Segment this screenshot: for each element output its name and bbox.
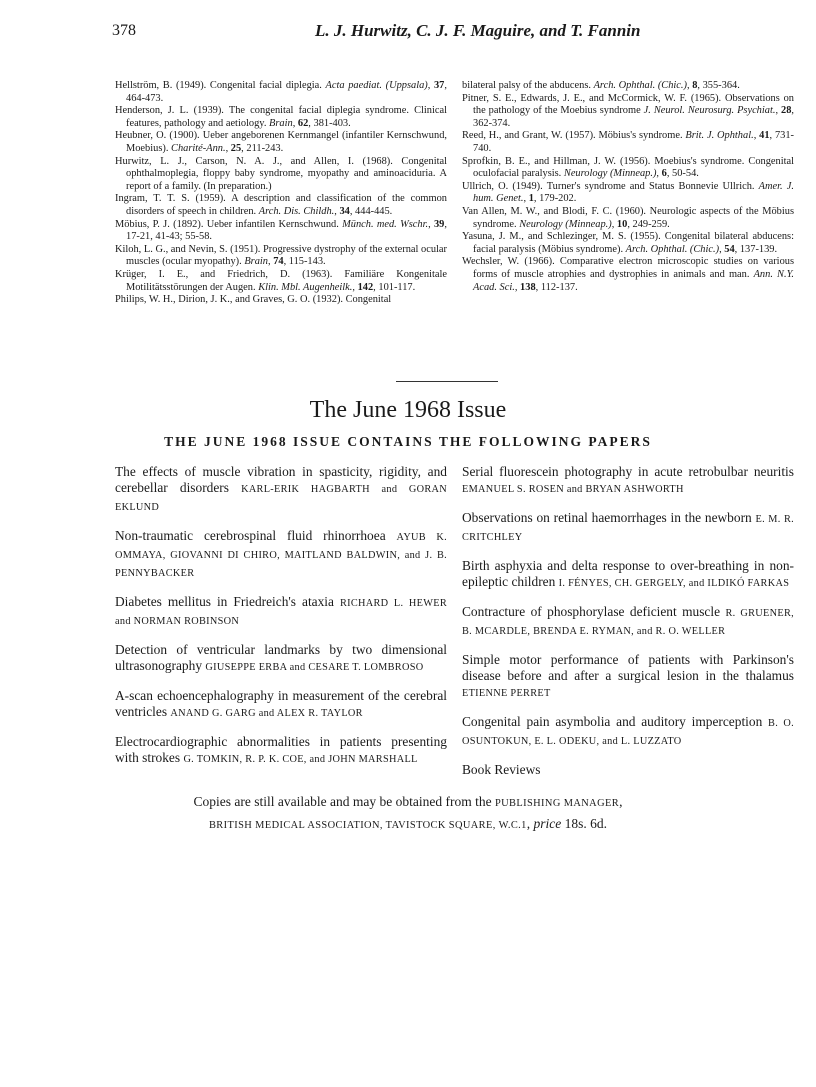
reference-pages: , 137-139. [734, 243, 778, 255]
reference-text: Hurwitz, L. J., Carson, N. A. J., and Allen, I. (1968). Congenital ophthalmoplegia, floppy baby syndrome, myopathy and aminoaciduria. A report of a family. (In preparation.) [115, 155, 447, 192]
reference-text: Krüger, I. E., and Friedrich, D. (1963). Familiäre Kongenitale Motilitätsstörungen der Augen. [115, 268, 447, 293]
reference-volume: 39 [433, 218, 445, 230]
reference-journal: Brain [269, 117, 293, 129]
reference-text: Möbius, P. J. (1892). Ueber infantilen Kernschwund. [115, 218, 343, 230]
reference-list-right [462, 80, 794, 294]
reference-pages: , 464-473. [126, 80, 447, 104]
issue-title: The June 1968 Issue [309, 397, 507, 423]
paper-entry [115, 464, 447, 516]
publishing-manager: PUBLISHING MANAGER [494, 798, 620, 809]
reference-entry [115, 294, 447, 307]
paper-title: Birth asphyxia and delta response to over-breathing in non-epileptic children [462, 558, 794, 589]
reference-pages: , 112-137. [535, 281, 578, 293]
reference-volume: 8 [692, 80, 698, 91]
reference-text: Van Allen, M. W., and Blodi, F. C. (1960). Neurologic aspects of the Möbius syndrome. [462, 205, 794, 230]
reference-entry: Pitner, S. E., Edwards, J. E., and McCormick, W. F. (1965). Observations on the pathology of the Moebius syndrome J. Neurol. Neurosurg. Psychiat., 28, 362-374. [462, 92, 794, 129]
reference-volume: 74 [273, 256, 284, 268]
reference-pages: , 50-54. [666, 168, 699, 180]
paper-title: A-scan echoencephalography in measurement of the cerebral ventricles [115, 688, 447, 719]
reference-entry: Krüger, I. E., and Friedrich, D. (1963). Familiäre Kongenitale Motilitätsstörungen der Augen. Klin. Mbl. Augenheilk., 142, 101-117. [115, 268, 447, 293]
reference-entry: Ullrich, O. (1949). Turner's syndrome and Status Bonnevie Ullrich. Amer. J. hum. Genet., 1, 179-202. [462, 180, 794, 205]
paper-authors: KARL-ERIK HAGBARTH and GORAN EKLUND [115, 484, 448, 513]
reference-volume: 142 [357, 281, 374, 293]
reference-journal: Ann. N.Y. Acad. Sci. [473, 268, 794, 293]
paper-entry [462, 714, 794, 750]
paper-title: Electrocardiographic abnormalities in patients presenting with strokes [115, 734, 447, 765]
paper-entry [462, 652, 794, 702]
paper-title: Observations on retinal haemorrhages in the newborn [462, 510, 756, 525]
paper-title: Congenital pain asymbolia and auditory imperception [462, 714, 769, 729]
paper-authors: EMANUEL S. ROSEN and BRYAN ASHWORTH [462, 484, 684, 495]
paper-title: Serial fluorescein photography in acute retrobulbar neuritis [462, 464, 794, 479]
issue-subtitle: THE JUNE 1968 ISSUE CONTAINS THE FOLLOWING PAPERS [164, 434, 652, 449]
reference-pages: , 355-364. [697, 80, 740, 91]
reference-volume: 34 [339, 205, 350, 217]
reference-text: bilateral palsy of the abducens. [462, 80, 594, 91]
paper-title: Simple motor performance of patients with Parkinson's disease before and after a surgical lesion in the thalamus [462, 652, 794, 683]
reference-text: Henderson, J. L. (1939). The congenital facial diplegia syndrome. Clinical features, pathology and aetiology. [115, 105, 447, 129]
reference-pages: , 731-740. [473, 130, 794, 154]
reference-journal: Klin. Mbl. Augenheilk. [258, 281, 353, 293]
reference-text: Ingram, T. T. S. (1959). A description and classification of the common disorders of speech in children. [115, 193, 447, 217]
paper-entry [462, 604, 794, 640]
running-header-authors: L. J. Hurwitz, C. J. F. Maguire, and T. Fannin [315, 21, 641, 40]
reference-entry: Van Allen, M. W., and Blodi, F. C. (1960). Neurologic aspects of the Möbius syndrome. Neurology (Minneap.), 10, 249-259. [462, 205, 794, 230]
paper-authors: ETIENNE PERRET [462, 688, 551, 699]
availability-notice [0, 792, 816, 836]
reference-entry: bilateral palsy of the abducens. Arch. Ophthal. (Chic.), 8, 355-364. [462, 80, 740, 91]
reference-text: Wechsler, W. (1966). Comparative electron microscopic studies on various forms of muscle atrophies and dystrophies in animals and man. [462, 256, 794, 280]
paper-authors: ANAND G. GARG and ALEX R. TAYLOR [170, 708, 363, 719]
notice-punct: , [526, 816, 534, 831]
paper-authors: E. M. R. CRITCHLEY [462, 514, 794, 543]
paper-authors: RICHARD L. HEWER and NORMAN ROBINSON [115, 598, 448, 627]
reference-pages: , 381-403. [308, 117, 351, 129]
paper-entry [462, 558, 794, 592]
reference-text: Pitner, S. E., Edwards, J. E., and McCormick, W. F. (1965). Observations on the pathology of the Moebius syndrome [462, 92, 794, 117]
reference-text: Sprofkin, B. E., and Hillman, J. W. (1956). Moebius's syndrome. Congenital oculofacial paralysis. [462, 155, 794, 180]
reference-volume: 138 [520, 281, 536, 293]
paper-list-right [462, 464, 794, 790]
reference-journal: Arch. Dis. Childh. [258, 205, 335, 217]
reference-entry: Yasuna, J. M., and Schlezinger, M. S. (1955). Congenital bilateral abducens: facial paralysis (Möbius syndrome). Arch. Ophthal. (Chic.), 54, 137-139. [462, 231, 794, 255]
reference-journal: Münch. med. Wschr. [342, 218, 429, 230]
paper-authors: AYUB K. OMMAYA, GIOVANNI DI CHIRO, MAITLAND BALDWIN, and J. B. PENNYBACKER [115, 532, 447, 579]
reference-volume: 1 [528, 193, 534, 205]
reference-entry: Kiloh, L. G., and Nevin, S. (1951). Progressive dystrophy of the external ocular muscles (ocular myopathy). Brain, 74, 115-143. [115, 243, 447, 268]
reference-pages: , 179-202. [533, 193, 577, 205]
reference-journal: Acta paediat. (Uppsala) [325, 80, 428, 91]
paper-entry [115, 528, 447, 582]
paper-authors: R. GRUENER, B. MCARDLE, BRENDA E. RYMAN, and R. O. WELLER [462, 608, 794, 637]
paper-list-left [115, 464, 447, 780]
reference-journal: Charité-Ann. [171, 142, 226, 154]
reference-volume: 28 [781, 105, 792, 117]
paper-entry [462, 510, 794, 546]
price-value: 18s. 6d. [561, 816, 608, 831]
reference-pages: , 249-259. [627, 218, 670, 230]
reference-entry: Henderson, J. L. (1939). The congenital facial diplegia syndrome. Clinical features, pathology and aetiology. Brain, 62, 381-403. [115, 105, 447, 129]
paper-entry [462, 762, 794, 778]
paper-title: Detection of ventricular landmarks by two dimensional ultrasonography [115, 642, 447, 673]
paper-authors: I. FÉNYES, CH. GERGELY, and ILDIKÓ FARKAS [558, 578, 790, 589]
reference-entry: Möbius, P. J. (1892). Ueber infantilen Kernschwund. Münch. med. Wschr., 39, 17-21, 41-43; 55-58. [115, 218, 447, 243]
paper-entry [115, 642, 447, 676]
paper-title: Diabetes mellitus in Friedreich's ataxia [115, 594, 340, 609]
reference-entry: Reed, H., and Grant, W. (1957). Möbius's syndrome. Brit. J. Ophthal., 41, 731-740. [462, 130, 794, 154]
paper-entry [115, 594, 447, 630]
bma-address: BRITISH MEDICAL ASSOCIATION, TAVISTOCK SQUARE, W.C.1 [208, 820, 527, 831]
reference-journal: Brit. J. Ophthal. [685, 130, 754, 142]
paper-title: Contracture of phosphorylase deficient muscle [462, 604, 726, 619]
reference-journal: Arch. Ophthal. (Chic.) [593, 80, 687, 91]
reference-entry: Wechsler, W. (1966). Comparative electron microscopic studies on various forms of muscle atrophies and dystrophies in animals and man. Ann. N.Y. Acad. Sci., 138, 112-137. [462, 256, 794, 293]
notice-line-2 [0, 814, 816, 836]
reference-pages: , 101-117. [373, 281, 416, 293]
reference-volume: 6 [661, 168, 667, 180]
reference-volume: 41 [759, 130, 770, 142]
reference-entry: Sprofkin, B. E., and Hillman, J. W. (1956). Moebius's syndrome. Congenital oculofacial paralysis. Neurology (Minneap.), 6, 50-54. [462, 155, 794, 180]
reference-journal: Neurology (Minneap.) [519, 218, 612, 230]
reference-entry: Ingram, T. T. S. (1959). A description and classification of the common disorders of speech in children. Arch. Dis. Childh., 34, 444-445. [115, 193, 447, 217]
reference-pages: , 211-243. [241, 142, 284, 154]
reference-text: Heubner, O. (1900). Ueber angeborenen Kernmangel (infantiler Kernschwund, Moebius). [115, 130, 447, 154]
reference-pages: , 17-21, 41-43; 55-58. [126, 218, 447, 243]
notice-punct: , [619, 794, 623, 809]
section-divider [396, 381, 498, 382]
price-label: price [533, 816, 562, 831]
notice-text: Copies are still available and may be obtained from the [193, 794, 495, 809]
reference-entry: Heubner, O. (1900). Ueber angeborenen Kernmangel (infantiler Kernschwund, Moebius). Charité-Ann., 25, 211-243. [115, 130, 447, 154]
paper-entry [115, 688, 447, 722]
reference-text: Reed, H., and Grant, W. (1957). Möbius's syndrome. [462, 130, 686, 142]
paper-entry [115, 734, 447, 768]
reference-text: Hellström, B. (1949). Congenital facial diplegia. [115, 80, 326, 91]
paper-authors: G. TOMKIN, R. P. K. COE, and JOHN MARSHALL [183, 754, 418, 765]
notice-line-1 [0, 792, 816, 814]
paper-title: Non-traumatic cerebrospinal fluid rhinorrhoea [115, 528, 397, 543]
reference-pages: , 362-374. [473, 105, 794, 129]
reference-text: Kiloh, L. G., and Nevin, S. (1951). Progressive dystrophy of the external ocular muscles (ocular myopathy). [115, 243, 447, 268]
reference-volume: 10 [616, 218, 628, 230]
reference-entry [115, 156, 447, 194]
reference-volume: 62 [297, 117, 309, 129]
reference-journal: Neurology (Minneap.) [563, 168, 657, 180]
page-number: 378 [112, 22, 136, 39]
paper-title: Book Reviews [462, 762, 541, 777]
reference-volume: 54 [724, 243, 735, 255]
paper-authors: GIUSEPPE ERBA and CESARE T. LOMBROSO [205, 662, 424, 673]
reference-journal: Brain [244, 256, 268, 268]
reference-text: Ullrich, O. (1949). Turner's syndrome and Status Bonnevie Ullrich. [462, 180, 759, 192]
reference-pages: , 444-445. [349, 205, 393, 217]
reference-text: Philips, W. H., Dirion, J. K., and Graves, G. O. (1932). Congenital [115, 294, 392, 306]
paper-title: The effects of muscle vibration in spasticity, rigidity, and cerebellar disorders [115, 464, 447, 495]
reference-journal: Arch. Ophthal. (Chic.) [625, 243, 720, 255]
reference-volume: 25 [230, 142, 242, 154]
reference-journal: Amer. J. hum. Genet. [473, 180, 794, 205]
reference-list-left [115, 80, 447, 307]
reference-volume: 37 [433, 80, 445, 91]
reference-pages: , 115-143. [283, 256, 326, 268]
paper-entry [462, 464, 794, 498]
reference-journal: J. Neurol. Neurosurg. Psychiat. [643, 105, 776, 117]
reference-text: Yasuna, J. M., and Schlezinger, M. S. (1955). Congenital bilateral abducens: facial paralysis (Möbius syndrome). [462, 231, 794, 255]
reference-entry: Hellström, B. (1949). Congenital facial diplegia. Acta paediat. (Uppsala), 37, 464-473. [115, 80, 447, 104]
paper-authors: B. O. OSUNTOKUN, E. L. ODEKU, and L. LUZZATO [462, 718, 794, 747]
